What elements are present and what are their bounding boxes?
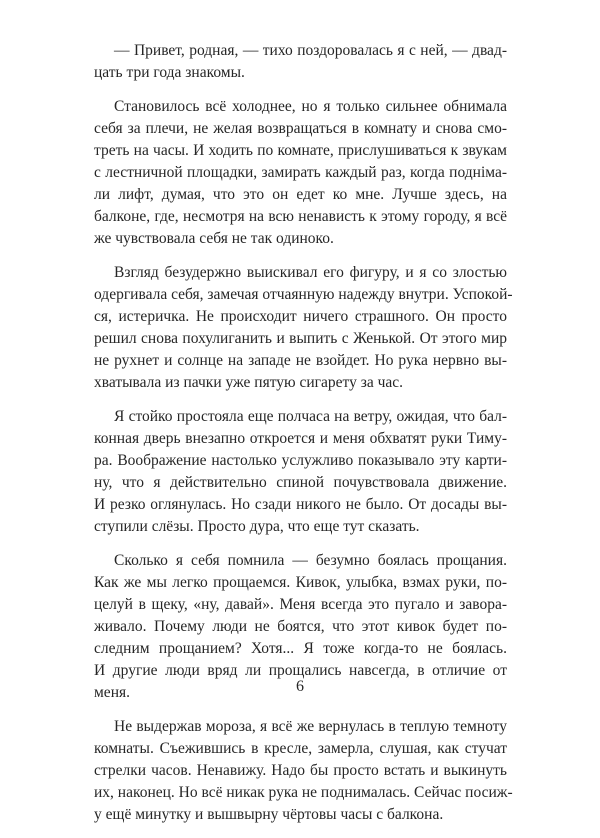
paragraph-3: [94, 262, 513, 394]
text-line: ся, истеричка. Не происходит ничего страшного. Он просто: [94, 308, 507, 325]
text-line: комнаты. Съежившись в кресле, замерла, слушая, как стучат: [94, 740, 507, 757]
page-number: 6: [296, 678, 304, 695]
text-line: следним прощанием? Хотя... Я тоже когда-то не боялась.: [94, 640, 507, 657]
text-line: хватывала из пачки уже пятую сигарету за час.: [94, 374, 404, 391]
text-line: меня.: [94, 684, 130, 701]
text-line: ну, что я действительно спиной почувствовала движение.: [94, 474, 507, 491]
text-line: их, наконец. Но всё никак рука не поднималась. Сейчас посиж-: [94, 784, 513, 801]
text-line: с лестничной площадки, замирать каждый раз, когда подніма-: [94, 164, 507, 181]
text-line: И резко оглянулась. Но сзади никого не было. От досады вы-: [94, 496, 507, 513]
text-line: цать три года знакомы.: [94, 64, 245, 81]
paragraph-2: [94, 96, 507, 250]
text-line: живало. Почему люди не боятся, что этот кивок будет по-: [94, 618, 507, 635]
text-line: решил снова похулиганить и выпить с Женькой. От этого мир: [94, 330, 507, 347]
text-line: у ещё минутку и вышвырну чёртовы часы с балкона.: [94, 806, 444, 823]
text-line: ступили слёзы. Просто дура, что еще тут сказать.: [94, 518, 420, 535]
text-line: Как же мы легко прощаемся. Кивок, улыбка, взмах руки, по-: [94, 574, 507, 591]
page-body: [94, 40, 513, 838]
text-line: ли лифт, думая, что это он едет ко мне. Лучше здесь, на: [94, 186, 507, 203]
text-line: Взгляд безудержно выискивал его фигуру, и я со злостью: [114, 264, 507, 281]
text-line: Я стойко простояла еще полчаса на ветру, ожидая, что бал-: [114, 408, 507, 425]
text-line: И другие люди вряд ли прощались навсегда, в отличие от: [94, 662, 507, 679]
text-line: стрелки часов. Ненавижу. Надо бы просто встать и выкинуть: [94, 762, 507, 779]
paragraph-4: [94, 406, 507, 538]
text-line: балконе, где, несмотря на всю ненависть к этому городу, я всё: [94, 208, 507, 225]
paragraph-1: [94, 40, 507, 84]
text-line: одергивала себя, замечая отчаянную надежду внутри. Успокой-: [94, 286, 513, 303]
text-line: не рухнет и солнце на западе не взойдет. Но рука нервно вы-: [94, 352, 507, 369]
text-line: Не выдержав мороза, я всё же вернулась в теплую темноту: [114, 718, 507, 735]
text-line: треть на часы. И ходить по комнате, прислушиваться к звукам: [94, 142, 507, 159]
text-line: — Привет, родная, — тихо поздоровалась я с ней, — двад-: [114, 42, 507, 59]
text-line: Сколько я себя помнила — безумно боялась прощания.: [114, 552, 507, 569]
text-line: конная дверь внезапно откроется и меня обхватят руки Тиму-: [94, 430, 507, 447]
text-line: ра. Воображение настолько услужливо показывало эту карти-: [94, 452, 507, 469]
paragraph-6: [94, 716, 513, 826]
text-line: себя за плечи, не желая возвращаться в комнату и снова смо-: [94, 120, 507, 137]
text-line: целуй в щеку, «ну, давай». Меня всегда это пугало и завора-: [94, 596, 507, 613]
text-line: же чувствовала себя не так одиноко.: [94, 230, 334, 247]
text-line: Становилось всё холоднее, но я только сильнее обнимала: [114, 98, 507, 115]
